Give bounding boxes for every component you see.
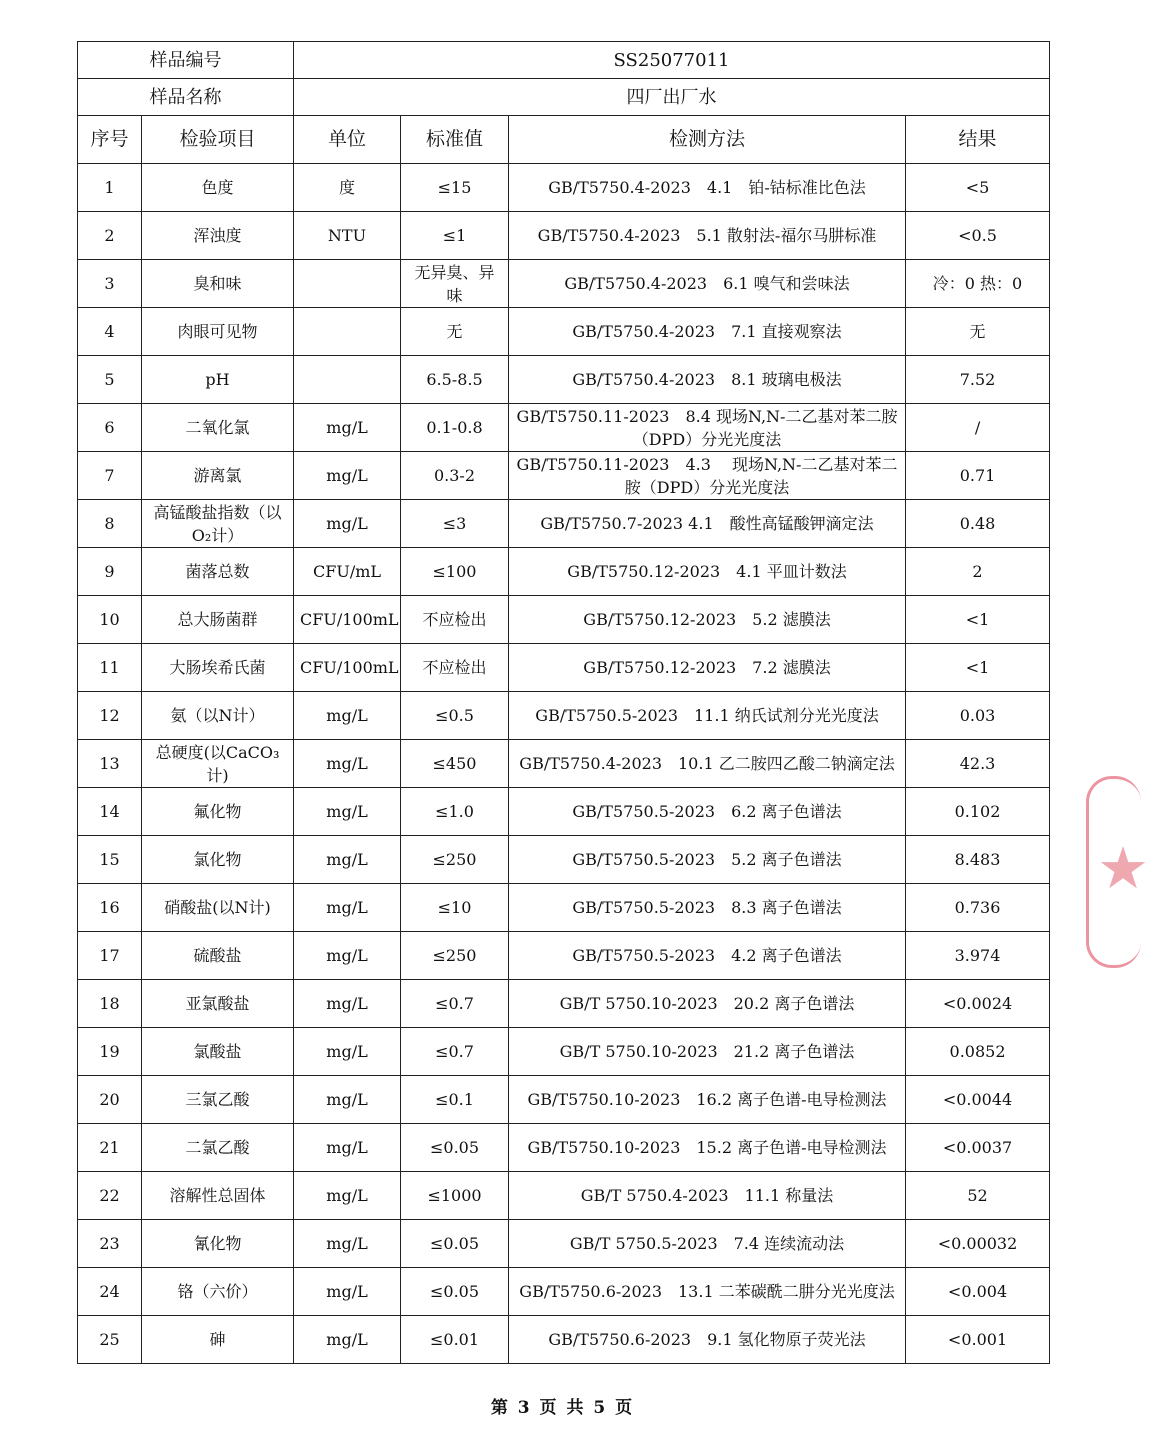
unit: mg/L [294,1172,401,1220]
result: 2 [906,548,1050,596]
row-number: 19 [78,1028,142,1076]
result: <1 [906,596,1050,644]
result: <0.00032 [906,1220,1050,1268]
test-item: 色度 [142,164,294,212]
row-number: 2 [78,212,142,260]
table-row [78,260,1050,308]
test-method: GB/T5750.6-2023 9.1 氢化物原子荧光法 [509,1316,906,1364]
unit: mg/L [294,404,401,452]
unit [294,260,401,308]
table-row [78,1124,1050,1172]
test-method: GB/T5750.5-2023 6.2 离子色谱法 [509,788,906,836]
unit: 度 [294,164,401,212]
test-method: GB/T5750.4-2023 4.1 铂-钴标准比色法 [509,164,906,212]
test-item: 氯酸盐 [142,1028,294,1076]
result: 0.48 [906,500,1050,548]
result: <0.0044 [906,1076,1050,1124]
table-row [78,932,1050,980]
unit: CFU/100mL [294,596,401,644]
test-item: 浑浊度 [142,212,294,260]
header-standard: 标准值 [401,116,509,164]
result: <0.0037 [906,1124,1050,1172]
standard-value: 6.5-8.5 [401,356,509,404]
standard-value: ≤1.0 [401,788,509,836]
test-item: 硫酸盐 [142,932,294,980]
unit: mg/L [294,692,401,740]
unit: mg/L [294,740,401,788]
standard-value: 不应检出 [401,596,509,644]
unit: mg/L [294,836,401,884]
standard-value: 0.1-0.8 [401,404,509,452]
test-method: GB/T 5750.5-2023 7.4 连续流动法 [509,1220,906,1268]
row-number: 6 [78,404,142,452]
report-body [78,42,1050,1364]
row-number: 1 [78,164,142,212]
test-method: GB/T5750.7-2023 4.1 酸性高锰酸钾滴定法 [509,500,906,548]
test-report-table [77,41,1050,1364]
row-number: 17 [78,932,142,980]
row-number: 4 [78,308,142,356]
table-row [78,452,1050,500]
test-item: 肉眼可见物 [142,308,294,356]
table-row [78,644,1050,692]
row-number: 12 [78,692,142,740]
unit: mg/L [294,1220,401,1268]
test-item: 总大肠菌群 [142,596,294,644]
row-number: 16 [78,884,142,932]
test-item: 大肠埃希氏菌 [142,644,294,692]
sample-name-value: 四厂出厂水 [294,79,1050,116]
table-row [78,884,1050,932]
test-method: GB/T5750.6-2023 13.1 二苯碳酰二肼分光光度法 [509,1268,906,1316]
result: <5 [906,164,1050,212]
test-method: GB/T5750.12-2023 5.2 滤膜法 [509,596,906,644]
standard-value: ≤0.7 [401,1028,509,1076]
test-method: GB/T5750.4-2023 6.1 嗅气和尝味法 [509,260,906,308]
test-method: GB/T5750.4-2023 7.1 直接观察法 [509,308,906,356]
result: 冷：0 热：0 [906,260,1050,308]
table-row [78,788,1050,836]
standard-value: 无异臭、异味 [401,260,509,308]
standard-value: ≤10 [401,884,509,932]
test-item: 氯化物 [142,836,294,884]
sample-name-row [78,79,1050,116]
test-method: GB/T5750.12-2023 4.1 平皿计数法 [509,548,906,596]
result: <0.004 [906,1268,1050,1316]
sample-id-label: 样品编号 [78,42,294,79]
standard-value: ≤0.5 [401,692,509,740]
page-footer: 第 3 页 共 5 页 [490,1398,635,1418]
row-number: 18 [78,980,142,1028]
result: 0.102 [906,788,1050,836]
row-number: 24 [78,1268,142,1316]
standard-value: ≤100 [401,548,509,596]
result: 0.03 [906,692,1050,740]
standard-value: 0.3-2 [401,452,509,500]
header-row [78,116,1050,164]
unit: mg/L [294,932,401,980]
result: 无 [906,308,1050,356]
unit: mg/L [294,884,401,932]
test-method: GB/T5750.4-2023 8.1 玻璃电极法 [509,356,906,404]
unit: mg/L [294,500,401,548]
standard-value: 无 [401,308,509,356]
table-row [78,1172,1050,1220]
test-method: GB/T5750.5-2023 5.2 离子色谱法 [509,836,906,884]
row-number: 3 [78,260,142,308]
table-row [78,1076,1050,1124]
sample-name-label: 样品名称 [78,79,294,116]
result: / [906,404,1050,452]
result: 3.974 [906,932,1050,980]
unit: mg/L [294,452,401,500]
header-item: 检验项目 [142,116,294,164]
table-row [78,212,1050,260]
test-item: 二氯乙酸 [142,1124,294,1172]
test-item: 氟化物 [142,788,294,836]
table-row [78,164,1050,212]
header-unit: 单位 [294,116,401,164]
sample-id-value: SS25077011 [294,42,1050,79]
unit: CFU/mL [294,548,401,596]
test-method: GB/T5750.11-2023 4.3 现场N,N-二乙基对苯二胺（DPD）分光光度法 [509,452,906,500]
table-row [78,1316,1050,1364]
standard-value: ≤3 [401,500,509,548]
table-row [78,1220,1050,1268]
row-number: 13 [78,740,142,788]
test-item: 二氧化氯 [142,404,294,452]
test-item: 砷 [142,1316,294,1364]
row-number: 8 [78,500,142,548]
standard-value: ≤1000 [401,1172,509,1220]
row-number: 14 [78,788,142,836]
row-number: 25 [78,1316,142,1364]
result: 7.52 [906,356,1050,404]
standard-value: ≤0.05 [401,1220,509,1268]
table-row [78,836,1050,884]
test-item: 氨（以N计） [142,692,294,740]
header-result: 结果 [906,116,1050,164]
result: 8.483 [906,836,1050,884]
result: 0.736 [906,884,1050,932]
table-row [78,404,1050,452]
row-number: 10 [78,596,142,644]
unit [294,356,401,404]
test-item: pH [142,356,294,404]
result: <0.001 [906,1316,1050,1364]
standard-value: ≤250 [401,836,509,884]
unit: mg/L [294,980,401,1028]
table-row [78,356,1050,404]
row-number: 23 [78,1220,142,1268]
row-number: 7 [78,452,142,500]
table-row [78,548,1050,596]
standard-value: ≤1 [401,212,509,260]
row-number: 20 [78,1076,142,1124]
result: <0.5 [906,212,1050,260]
test-method: GB/T5750.12-2023 7.2 滤膜法 [509,644,906,692]
unit: NTU [294,212,401,260]
standard-value: ≤250 [401,932,509,980]
test-method: GB/T 5750.10-2023 20.2 离子色谱法 [509,980,906,1028]
result: <0.0024 [906,980,1050,1028]
result: 42.3 [906,740,1050,788]
test-method: GB/T5750.4-2023 10.1 乙二胺四乙酸二钠滴定法 [509,740,906,788]
unit: mg/L [294,1028,401,1076]
header-method: 检测方法 [509,116,906,164]
test-item: 高锰酸盐指数（以O₂计） [142,500,294,548]
star-icon: ★ [1097,834,1149,902]
test-item: 游离氯 [142,452,294,500]
table-row [78,596,1050,644]
test-method: GB/T5750.10-2023 15.2 离子色谱-电导检测法 [509,1124,906,1172]
test-item: 铬（六价） [142,1268,294,1316]
test-method: GB/T5750.5-2023 11.1 纳氏试剂分光光度法 [509,692,906,740]
result: 0.0852 [906,1028,1050,1076]
unit: mg/L [294,1124,401,1172]
unit: CFU/100mL [294,644,401,692]
unit: mg/L [294,1076,401,1124]
standard-value: ≤0.01 [401,1316,509,1364]
table-row [78,1268,1050,1316]
unit: mg/L [294,788,401,836]
standard-value: ≤0.1 [401,1076,509,1124]
sample-id-row [78,42,1050,79]
standard-value: ≤450 [401,740,509,788]
row-number: 21 [78,1124,142,1172]
row-number: 15 [78,836,142,884]
result: <1 [906,644,1050,692]
test-method: GB/T 5750.10-2023 21.2 离子色谱法 [509,1028,906,1076]
test-item: 氰化物 [142,1220,294,1268]
test-method: GB/T5750.5-2023 4.2 离子色谱法 [509,932,906,980]
test-item: 三氯乙酸 [142,1076,294,1124]
test-item: 溶解性总固体 [142,1172,294,1220]
table-row [78,692,1050,740]
table-row [78,308,1050,356]
standard-value: ≤0.7 [401,980,509,1028]
table-row [78,740,1050,788]
unit: mg/L [294,1268,401,1316]
test-item: 亚氯酸盐 [142,980,294,1028]
result: 0.71 [906,452,1050,500]
test-item: 硝酸盐(以N计) [142,884,294,932]
test-method: GB/T5750.11-2023 8.4 现场N,N-二乙基对苯二胺（DPD）分光光度法 [509,404,906,452]
standard-value: 不应检出 [401,644,509,692]
test-method: GB/T5750.5-2023 8.3 离子色谱法 [509,884,906,932]
row-number: 9 [78,548,142,596]
table-row [78,980,1050,1028]
row-number: 5 [78,356,142,404]
standard-value: ≤15 [401,164,509,212]
table-row [78,1028,1050,1076]
test-method: GB/T5750.10-2023 16.2 离子色谱-电导检测法 [509,1076,906,1124]
test-item: 菌落总数 [142,548,294,596]
test-item: 臭和味 [142,260,294,308]
test-item: 总硬度(以CaCO₃计) [142,740,294,788]
standard-value: ≤0.05 [401,1124,509,1172]
standard-value: ≤0.05 [401,1268,509,1316]
result: 52 [906,1172,1050,1220]
unit [294,308,401,356]
row-number: 22 [78,1172,142,1220]
header-no: 序号 [78,116,142,164]
test-method: GB/T5750.4-2023 5.1 散射法-福尔马肼标准 [509,212,906,260]
table-row [78,500,1050,548]
row-number: 11 [78,644,142,692]
unit: mg/L [294,1316,401,1364]
red-seal-stamp [1086,776,1149,968]
test-method: GB/T 5750.4-2023 11.1 称量法 [509,1172,906,1220]
